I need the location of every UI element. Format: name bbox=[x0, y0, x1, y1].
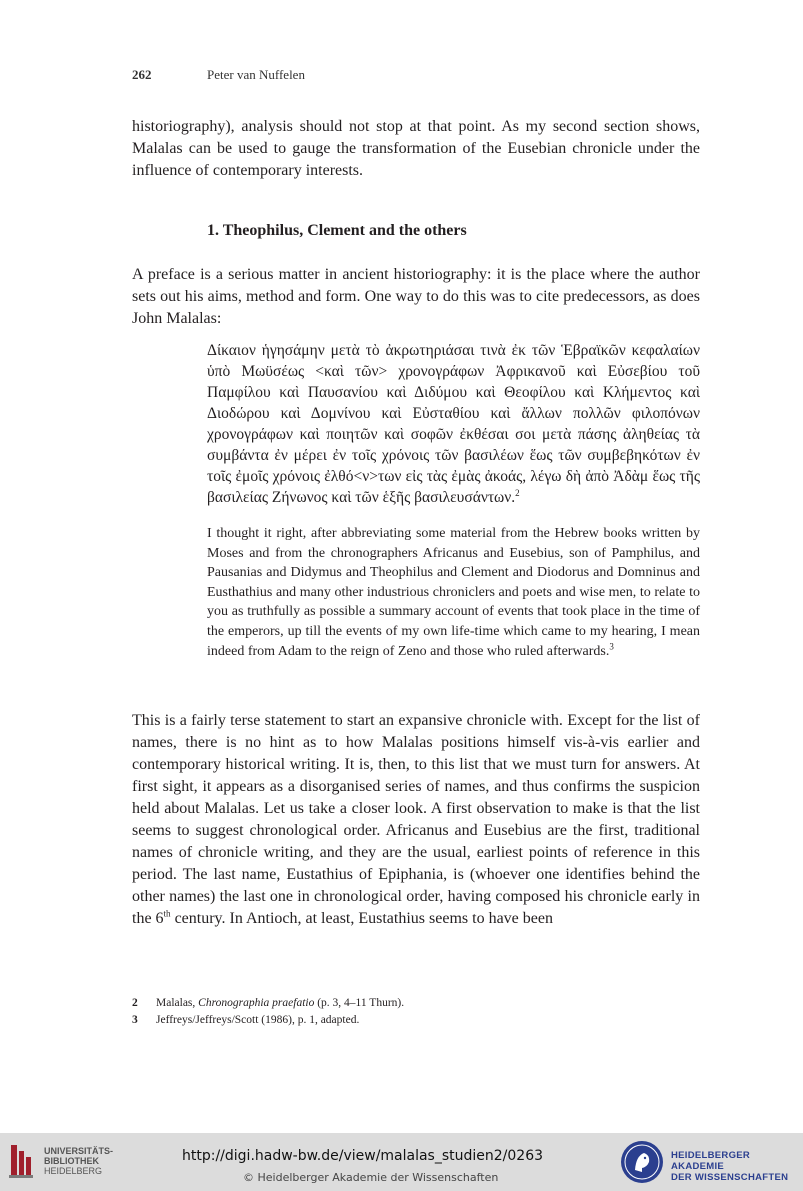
copyright-notice: © Heidelberger Akademie der Wissenschaften bbox=[243, 1171, 499, 1184]
footnote-ref-3[interactable]: 3 bbox=[609, 640, 614, 651]
preface-text: A preface is a serious matter in ancient historiography: it is the place where the author sets out his aims, method and form. One way to do this was to cite predecessors, as does John Malalas: bbox=[132, 266, 700, 327]
footnote-text: Malalas, bbox=[156, 997, 199, 1009]
ordinal-suffix: th bbox=[163, 908, 171, 919]
university-library-logo-icon[interactable] bbox=[9, 1141, 35, 1179]
document-url-link[interactable]: http://digi.hadw-bw.de/view/malalas_studien2/0263 bbox=[182, 1148, 544, 1164]
main-text-a: This is a fairly terse statement to start an expansive chronicle with. Except for the list of names, there is no hint as to how Malalas positions himself vis-à-vis earlier and contemporary historical writing. It is, then, to this list that we must turn for answers. At first sight, it appears as a disorganised series of names, and thus confirms the suspicion held about Malalas. Let us take a closer look. A first observation to make is that the list seems to suggest chronological order. Africanus and Eusebius are the first, traditional names of chronicle writing, and they are the usual, earliest points of reference in this period. The last name, Eustathius of Epiphania, is (whoever one identifies behind the other names) the last one in chronological order, having composed his chronicle early in the 6 bbox=[132, 712, 700, 927]
footnote-ref-2[interactable]: 2 bbox=[515, 487, 520, 498]
footnotes bbox=[132, 995, 404, 1029]
greek-quote-text: Δίκαιον ἡγησάμην μετὰ τὸ ἀκρωτηριάσαι τινὰ ἐκ τῶν Ἑβραϊκῶν κεφαλαίων ὑπὸ Μωϋσέως <καὶ τῶν> χρονογράφων Ἀφρικανοῦ καὶ Εὐσεβίου τοῦ Παμφίλου καὶ Παυσανίου καὶ Διδύμου καὶ Θεοφίλου καὶ Κλήμεντος καὶ Διοδώρου καὶ Δομνίνου καὶ Εὐσταθίου καὶ ἄλλων πολλῶν φιλοπόνων χρονογράφων καὶ ποιητῶν καὶ σοφῶν ἐκθέσαι σοι μετὰ πάσης ἀληθείας τὰ συμβάντα ἐν μέρει ἐν τοῖς χρόνοις τῶν βασιλέων ἕως τῶν συμβεβηκότων ἐν τοῖς ἐμοῖς χρόνοις ἐλθό<ν>των εἰς τὰς ἐμὰς ἀκοάς, λέγω δὴ ἀπὸ Ἀδὰμ ἕως τῆς βασιλείας Ζήνωνος καὶ τῶν ἑξῆς βασιλευσάντων. bbox=[207, 342, 700, 506]
section-heading: 1. Theophilus, Clement and the others bbox=[207, 222, 467, 239]
main-text-b: century. In Antioch, at least, Eustathius seems to have been bbox=[170, 910, 553, 927]
intro-paragraph bbox=[132, 116, 700, 182]
footnote-text-end: (p. 3, 4–11 Thurn). bbox=[314, 997, 405, 1009]
main-paragraph bbox=[132, 710, 700, 930]
translation-text: I thought it right, after abbreviating some material from the Hebrew books written by Moses and from the chronographers Africanus and Eusebius, son of Pamphilus, and Pausanias and Didymus and Theophilus and Clement and Diodorus and Domninus and Eusthathius and many other industrious chroniclers and poets and wise men, to relate to you as truthfully as possible a summary account of events that took place in the time of the emperors, up till the events of my own life-time which came to my hearing, I mean indeed from Adam to the reign of Zeno and those who ruled afterwards. bbox=[207, 526, 700, 659]
footnote-number: 3 bbox=[132, 1014, 138, 1026]
footnote-title: Chronographia praefatio bbox=[198, 997, 315, 1009]
viewer-footer bbox=[0, 1133, 803, 1191]
running-author: Peter van Nuffelen bbox=[207, 67, 305, 82]
greek-quotation bbox=[207, 340, 700, 508]
library-name: UNIVERSITÄTS- BIBLIOTHEK HEIDELBERG bbox=[44, 1146, 114, 1176]
intro-text: historiography), analysis should not stop at that point. As my second section shows, Malalas can be used to gauge the transformation of the Eusebian chronicle under the influence of contemporary interests. bbox=[132, 118, 700, 179]
footnote-text: Jeffreys/Jeffreys/Scott (1986), p. 1, adapted. bbox=[156, 1014, 360, 1026]
english-translation bbox=[207, 524, 700, 661]
footnote-2 bbox=[132, 995, 404, 1012]
page-number: 262 bbox=[132, 67, 152, 82]
running-header bbox=[132, 67, 305, 83]
academy-seal-icon[interactable] bbox=[620, 1140, 664, 1184]
footnote-number: 2 bbox=[132, 997, 138, 1009]
footnote-3 bbox=[132, 1012, 404, 1029]
preface-paragraph bbox=[132, 264, 700, 330]
academy-name: HEIDELBERGER AKADEMIE DER WISSENSCHAFTEN bbox=[671, 1150, 789, 1183]
